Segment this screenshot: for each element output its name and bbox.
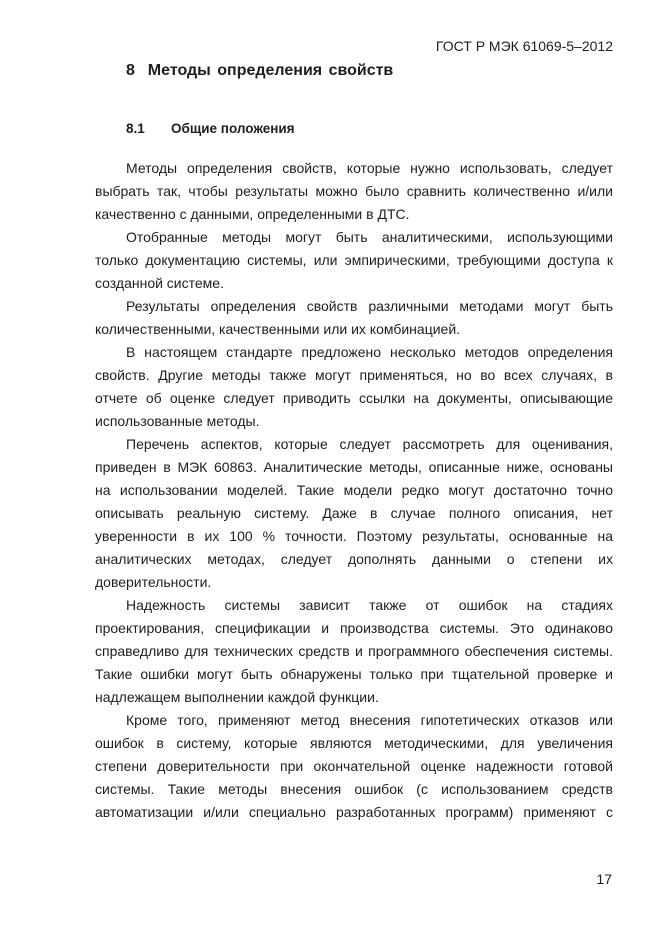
text-line: созданной системе. (95, 275, 224, 291)
paragraph (95, 157, 613, 226)
text-line: Отобранные методы могут быть аналитическими, использующими (126, 229, 613, 245)
page-number: 17 (596, 871, 612, 887)
paragraph (95, 709, 613, 824)
body-text (95, 157, 613, 824)
text-line: описывать реальную систему. Даже в случае полного описания, нет (95, 505, 613, 521)
text-line: надлежащем выполнении каждой функции. (95, 689, 379, 705)
text-line: приведен в МЭК 60863. Аналитические методы, описанные ниже, основаны (95, 459, 613, 475)
paragraph (95, 433, 613, 594)
text-line: доверительности. (95, 574, 212, 590)
text-line: автоматизации и/или специально разработанных программ) применяют с (95, 804, 613, 820)
paragraph (95, 341, 613, 433)
paragraph (95, 226, 613, 295)
text-line: свойств. Другие методы также могут применяться, но во всех случаях, в (95, 367, 613, 383)
text-line: выбрать так, чтобы результаты можно было сравнить количественно и/или (95, 183, 613, 199)
paragraph (95, 594, 613, 709)
document-header: ГОСТ Р МЭК 61069-5–2012 (435, 38, 613, 54)
text-line: справедливо для технических средств и программного обеспечения системы. (95, 643, 613, 659)
text-line: качественно с данными, определенными в ДТС. (95, 206, 410, 222)
text-line: на использовании моделей. Такие модели редко могут достаточно точно (95, 482, 613, 498)
text-line: степени доверительности при окончательной оценке надежности готовой (95, 758, 613, 774)
subsection-number: 8.1 (126, 121, 145, 136)
section-number: 8 (126, 62, 135, 79)
text-line: количественными, качественными или их комбинацией. (95, 321, 461, 337)
text-line: Перечень аспектов, которые следует рассмотреть для оценивания, (126, 436, 613, 452)
text-line: ошибок в систему, которые являются методическими, для увеличения (95, 735, 613, 751)
text-line: только документацию системы, или эмпирическими, требующими доступа к (95, 252, 613, 268)
section-heading (126, 62, 393, 80)
text-line: системы. Такие методы внесения ошибок (с использованием средств (95, 781, 613, 797)
text-line: В настоящем стандарте предложено несколько методов определения (126, 344, 613, 360)
text-line: Методы определения свойств, которые нужно использовать, следует (126, 160, 613, 176)
text-line: Такие ошибки могут быть обнаружены только при тщательной проверке и (95, 666, 613, 682)
text-line: Результаты определения свойств различными методами могут быть (126, 298, 613, 314)
subsection-title: Общие положения (171, 121, 295, 136)
text-line: уверенности в их 100 % точности. Поэтому результаты, основанные на (95, 528, 613, 544)
paragraph (95, 295, 613, 341)
section-title: Методы определения свойств (147, 62, 394, 79)
subsection-heading (126, 121, 295, 136)
text-line: Надежность системы зависит также от ошибок на стадиях (126, 597, 613, 613)
text-line: отчете об оценке следует приводить ссылки на документы, описывающие (95, 390, 613, 406)
text-line: проектирования, спецификации и производства системы. Это одинаково (95, 620, 613, 636)
text-line: Кроме того, применяют метод внесения гипотетических отказов или (126, 712, 613, 728)
text-line: использованные методы. (95, 413, 260, 429)
text-line: аналитических методах, следует дополнять данными о степени их (95, 551, 613, 567)
